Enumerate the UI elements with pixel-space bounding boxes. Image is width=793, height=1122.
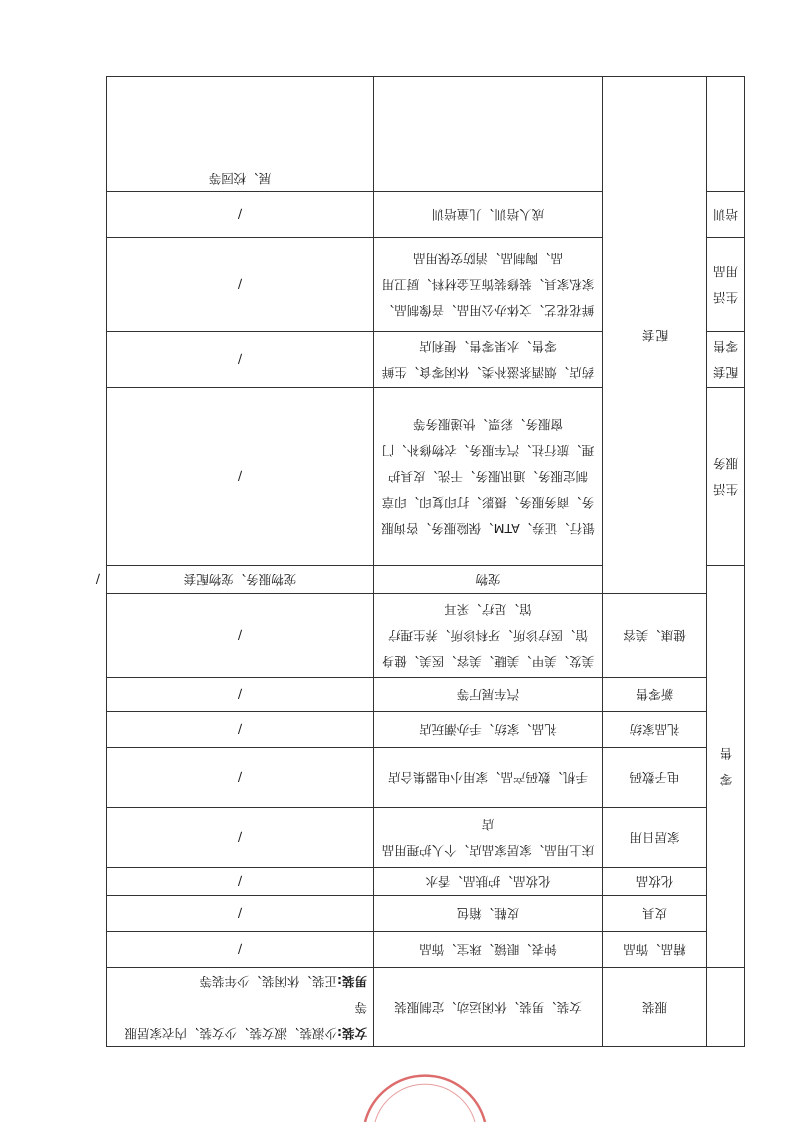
note-cell: /	[107, 896, 374, 932]
content-cell: 银行、证券、ATM、保险服务、咨询服务、商务服务、摄影、打印复印、印章制定服务、通讯服务、干洗、皮具护理、旅行社、汽车服务、衣物修补、门窗服务、彩票、快递服务等	[374, 388, 603, 566]
content-cell: 成人培训、儿童培训	[374, 192, 603, 238]
content-cell: 床上用品、家居家品店、个人护理用品店	[374, 808, 603, 868]
subcategory-cell: 皮具	[603, 896, 707, 932]
content-cell: 鲜花花艺、文体办公用品、音像制品、家私家具、装修装饰五金材料、厨卫用品、陶制品、消防安保用品	[374, 238, 603, 332]
table-row	[107, 748, 745, 808]
table-row	[107, 868, 745, 896]
content-cell: 手机、数码产品、家用小电器集合店	[374, 748, 603, 808]
note-cell	[107, 968, 374, 1047]
subcategory-cell: 化妆品	[603, 868, 707, 896]
content-cell: 美发、美甲、美睫、美容、医美、健身馆、医疗诊所、牙科诊所、养生理疗馆、足疗、采耳	[374, 594, 603, 678]
company-seal-stamp	[355, 1066, 495, 1122]
category-support: 配套	[603, 77, 707, 594]
note-cell: /	[107, 712, 374, 748]
table-row	[107, 968, 745, 1047]
note-cell: /	[107, 748, 374, 808]
content-cell: 汽车展厅等	[374, 678, 603, 712]
table-row	[107, 808, 745, 868]
category-cell	[707, 968, 745, 1047]
content-cell: 药店、烟酒茶滋补类、休闲零食、生鲜零售、水果零售、便利店	[374, 332, 603, 388]
note-cell: /	[107, 808, 374, 868]
content-cell: 化妆品、护肤品、香水	[374, 868, 603, 896]
table-row	[107, 712, 745, 748]
note-cell: /	[107, 868, 374, 896]
note-cell: /	[107, 388, 374, 566]
subcategory-cell: 电子数码	[603, 748, 707, 808]
content-cell: 礼品、家纺、手办潮玩店	[374, 712, 603, 748]
content-cell	[374, 77, 603, 192]
subcategory-cell: 礼品家纺	[603, 712, 707, 748]
note-cell: /	[107, 332, 374, 388]
table-row	[107, 594, 745, 678]
content-cell: 钟表、眼镜、珠宝、饰品	[374, 932, 603, 968]
note-cell: /	[107, 932, 374, 968]
note-cell: /	[107, 192, 374, 238]
note-women: 女装:少淑装、淑女装、少女装、内衣家居服等	[124, 1000, 367, 1041]
subcategory-cell: 精品、饰品	[603, 932, 707, 968]
table-row	[107, 896, 745, 932]
table-row: 配套 宠物 宠物服务、宠物配套 /	[107, 566, 745, 594]
subcategory-cell: 生活用品	[707, 238, 745, 332]
note-cell: /	[107, 238, 374, 332]
subcategory-cell: 新零售	[603, 678, 707, 712]
table-row	[107, 932, 745, 968]
subcategory-cell: 宠物	[374, 566, 603, 594]
content-cell: 皮鞋、箱包	[374, 896, 603, 932]
content-cell: 宠物服务、宠物配套	[107, 566, 374, 594]
note-men: 男装:正装、休闲装、少年装等	[199, 974, 367, 989]
subcategory-cell: 培训	[707, 192, 745, 238]
subcategory-cell: 生活服务	[707, 388, 745, 566]
subcategory-cell: 配套零售	[707, 332, 745, 388]
note-cell: 展、校园等	[107, 77, 374, 192]
subcategory-cell: 服装	[603, 968, 707, 1047]
table-row	[107, 678, 745, 712]
subcategory-cell: 健康、美容	[603, 594, 707, 678]
category-retail: 零售	[707, 566, 745, 968]
subcategory-cell	[707, 77, 745, 192]
subcategory-cell: 家居日用	[603, 808, 707, 868]
note-cell: /	[107, 594, 374, 678]
note-cell: /	[107, 678, 374, 712]
content-cell: 女装、男装、休闲运动、定制服装	[374, 968, 603, 1047]
tenant-category-table	[95, 76, 745, 1047]
